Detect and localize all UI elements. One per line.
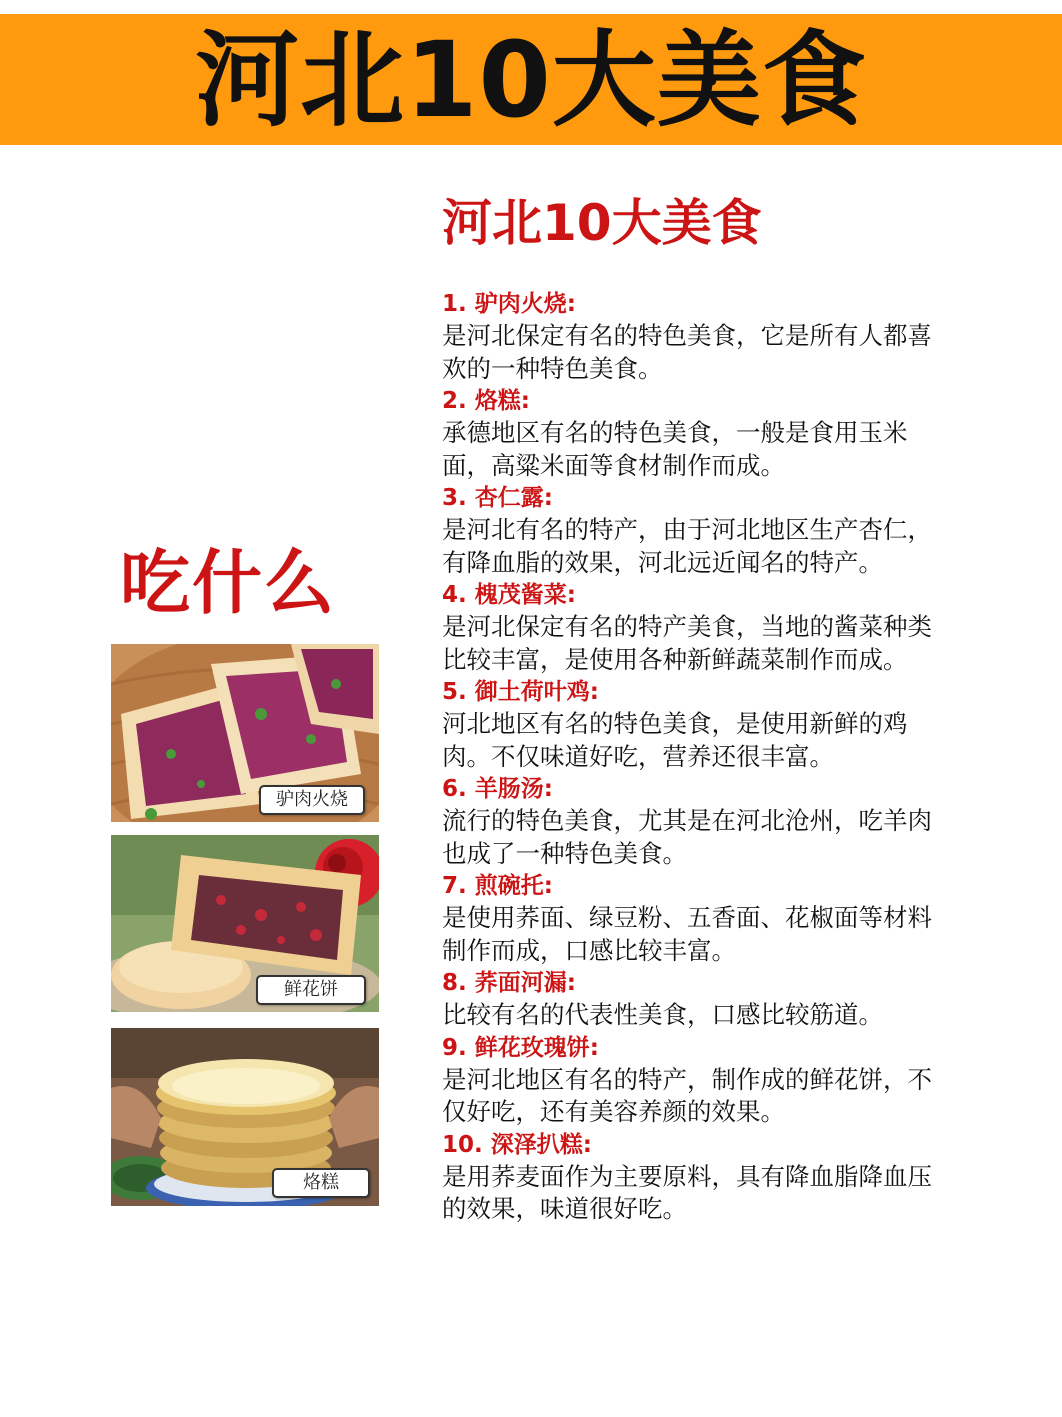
item-desc-2: 承德地区有名的特色美食，一般是食用玉米面，高粱米面等食材制作而成。	[442, 418, 908, 480]
item-desc-10: 是用荞麦面作为主要原料，具有降血脂降血压的效果，味道很好吃。	[442, 1161, 932, 1223]
item-desc-4: 是河北保定有名的特产美食，当地的酱菜种类比较丰富，是使用各种新鲜蔬菜制作而成。	[442, 612, 932, 674]
photo-label-donkey-meat-sandwich: 驴肉火烧	[259, 785, 365, 815]
item-title-10: 10. 深泽扒糕:	[442, 1131, 592, 1158]
item-desc-8: 比较有名的代表性美食，口感比较筋道。	[442, 1000, 883, 1029]
item-title-6: 6. 羊肠汤:	[442, 776, 553, 802]
item-title-9: 9. 鲜花玫瑰饼:	[442, 1034, 599, 1061]
banner-title: 河北10大美食	[195, 18, 867, 141]
item-title-5: 5. 御土荷叶鸡:	[442, 679, 599, 705]
item-title-8: 8. 荞面河漏:	[442, 970, 576, 996]
item-desc-9: 是河北地区有名的特产，制作成的鲜花饼，不仅好吃，还有美容养颜的效果。	[442, 1064, 932, 1126]
photo-label-flower-cake: 鲜花饼	[256, 975, 366, 1005]
photo-label-griddle-cake: 烙糕	[272, 1168, 370, 1198]
top-banner	[0, 14, 1062, 145]
photo-flower-cake	[111, 835, 379, 1012]
item-desc-5: 河北地区有名的特色美食，是使用新鲜的鸡肉。不仅味道好吃，营养还很丰富。	[442, 709, 908, 771]
item-title-3: 3. 杏仁露:	[442, 485, 553, 511]
left-heading: 吃什么	[120, 542, 336, 624]
item-title-7: 7. 煎碗托:	[442, 873, 553, 899]
list-title: 河北10大美食	[442, 194, 762, 252]
item-title-2: 2. 烙糕:	[442, 388, 530, 414]
item-title-4: 4. 槐茂酱菜:	[442, 582, 576, 608]
item-desc-3: 是河北有名的特产，由于河北地区生产杏仁，有降血脂的效果，河北远近闻名的特产。	[442, 515, 932, 577]
food-list-panel	[442, 194, 942, 1226]
photo-griddle-cake	[111, 1028, 379, 1206]
item-title-1: 1. 驴肉火烧:	[442, 291, 576, 317]
photo-donkey-meat-sandwich	[111, 644, 379, 822]
item-desc-7: 是使用荞面、绿豆粉、五香面、花椒面等材料制作而成，口感比较丰富。	[442, 903, 932, 965]
item-desc-1: 是河北保定有名的特色美食，它是所有人都喜欢的一种特色美食。	[442, 321, 932, 383]
item-desc-6: 流行的特色美食，尤其是在河北沧州，吃羊肉也成了一种特色美食。	[442, 806, 932, 868]
